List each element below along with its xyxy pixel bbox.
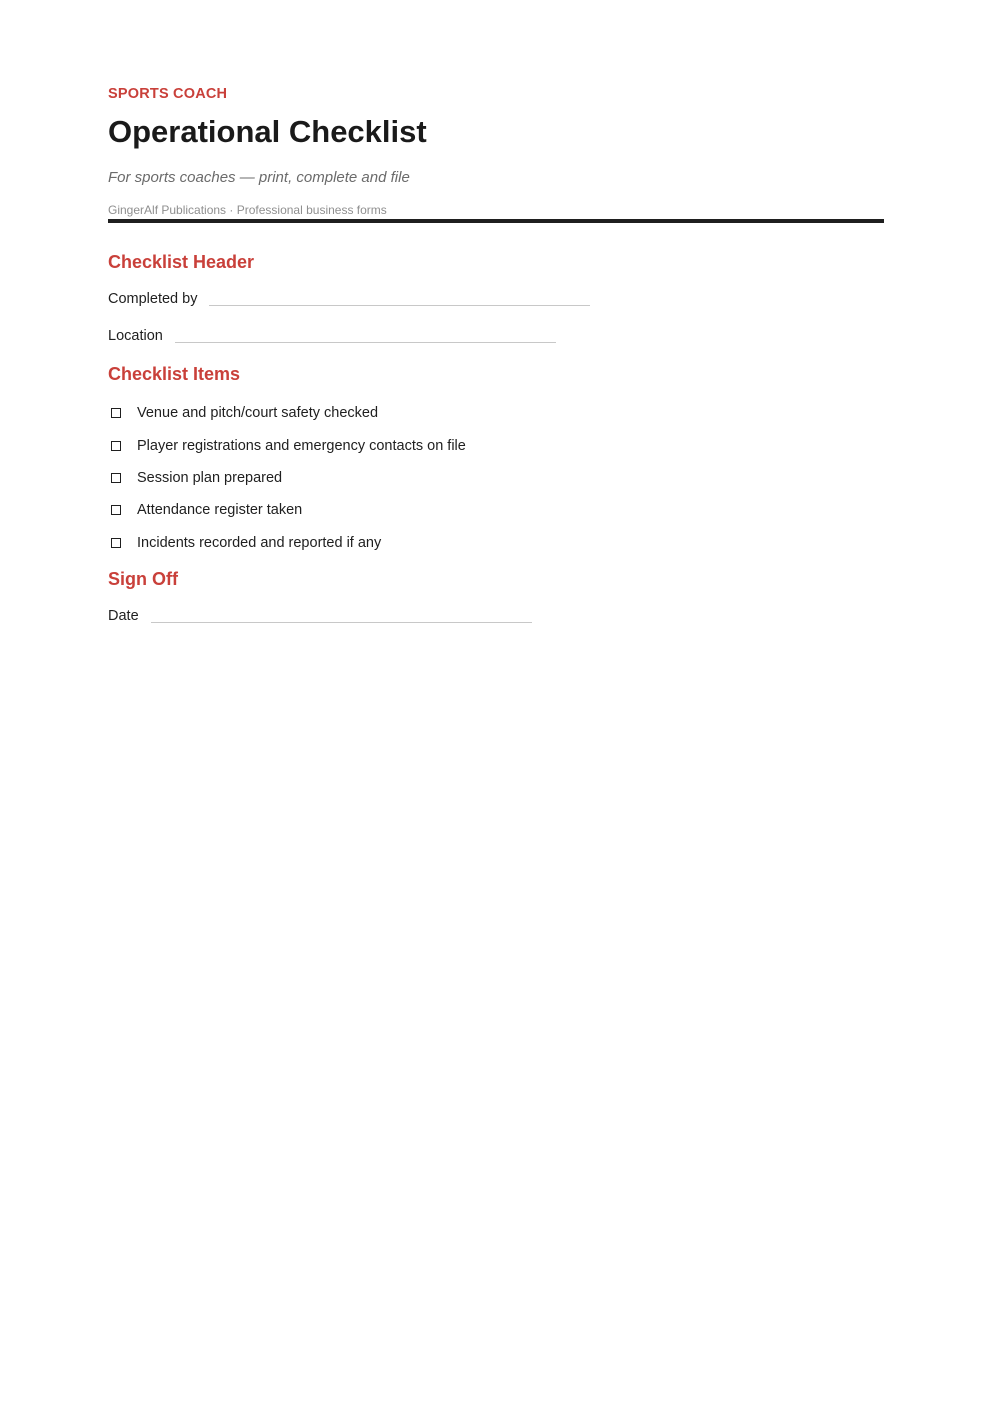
date-label: Date	[108, 608, 139, 624]
checkbox[interactable]	[111, 505, 121, 515]
checkbox[interactable]	[111, 473, 121, 483]
checklist-item-label: Incidents recorded and reported if any	[137, 535, 382, 551]
checklist-item[interactable]	[108, 501, 302, 519]
checkbox[interactable]	[111, 538, 121, 548]
checklist-item-label: Attendance register taken	[137, 502, 303, 518]
completed-by-label: Completed by	[108, 291, 198, 307]
location-input[interactable]	[175, 342, 556, 343]
checklist-item[interactable]	[108, 437, 466, 455]
page-subtitle: For sports coaches — print, complete and file	[108, 169, 410, 186]
checklist-item-label: Session plan prepared	[137, 470, 283, 486]
location-label: Location	[108, 328, 163, 344]
checklist-item[interactable]	[108, 469, 282, 487]
completed-by-input[interactable]	[209, 305, 590, 306]
completed-by-field	[108, 290, 590, 308]
section-heading-checklist-header: Checklist Header	[108, 252, 255, 272]
checklist-item-label: Venue and pitch/court safety checked	[137, 405, 379, 421]
checklist-item[interactable]	[108, 534, 381, 552]
section-heading-checklist-items: Checklist Items	[108, 364, 241, 384]
form-category: SPORTS COACH	[108, 86, 228, 102]
checkbox[interactable]	[111, 441, 121, 451]
header-divider	[108, 219, 884, 223]
date-input[interactable]	[151, 622, 532, 623]
publisher-line: GingerAlf Publications · Professional business forms	[108, 203, 387, 217]
location-field	[108, 327, 556, 345]
checkbox[interactable]	[111, 408, 121, 418]
checklist-item-label: Player registrations and emergency contacts on file	[137, 438, 466, 454]
section-heading-sign-off: Sign Off	[108, 569, 178, 589]
date-field	[108, 607, 532, 625]
checklist-item[interactable]	[108, 404, 378, 422]
page-title: Operational Checklist	[108, 114, 427, 149]
